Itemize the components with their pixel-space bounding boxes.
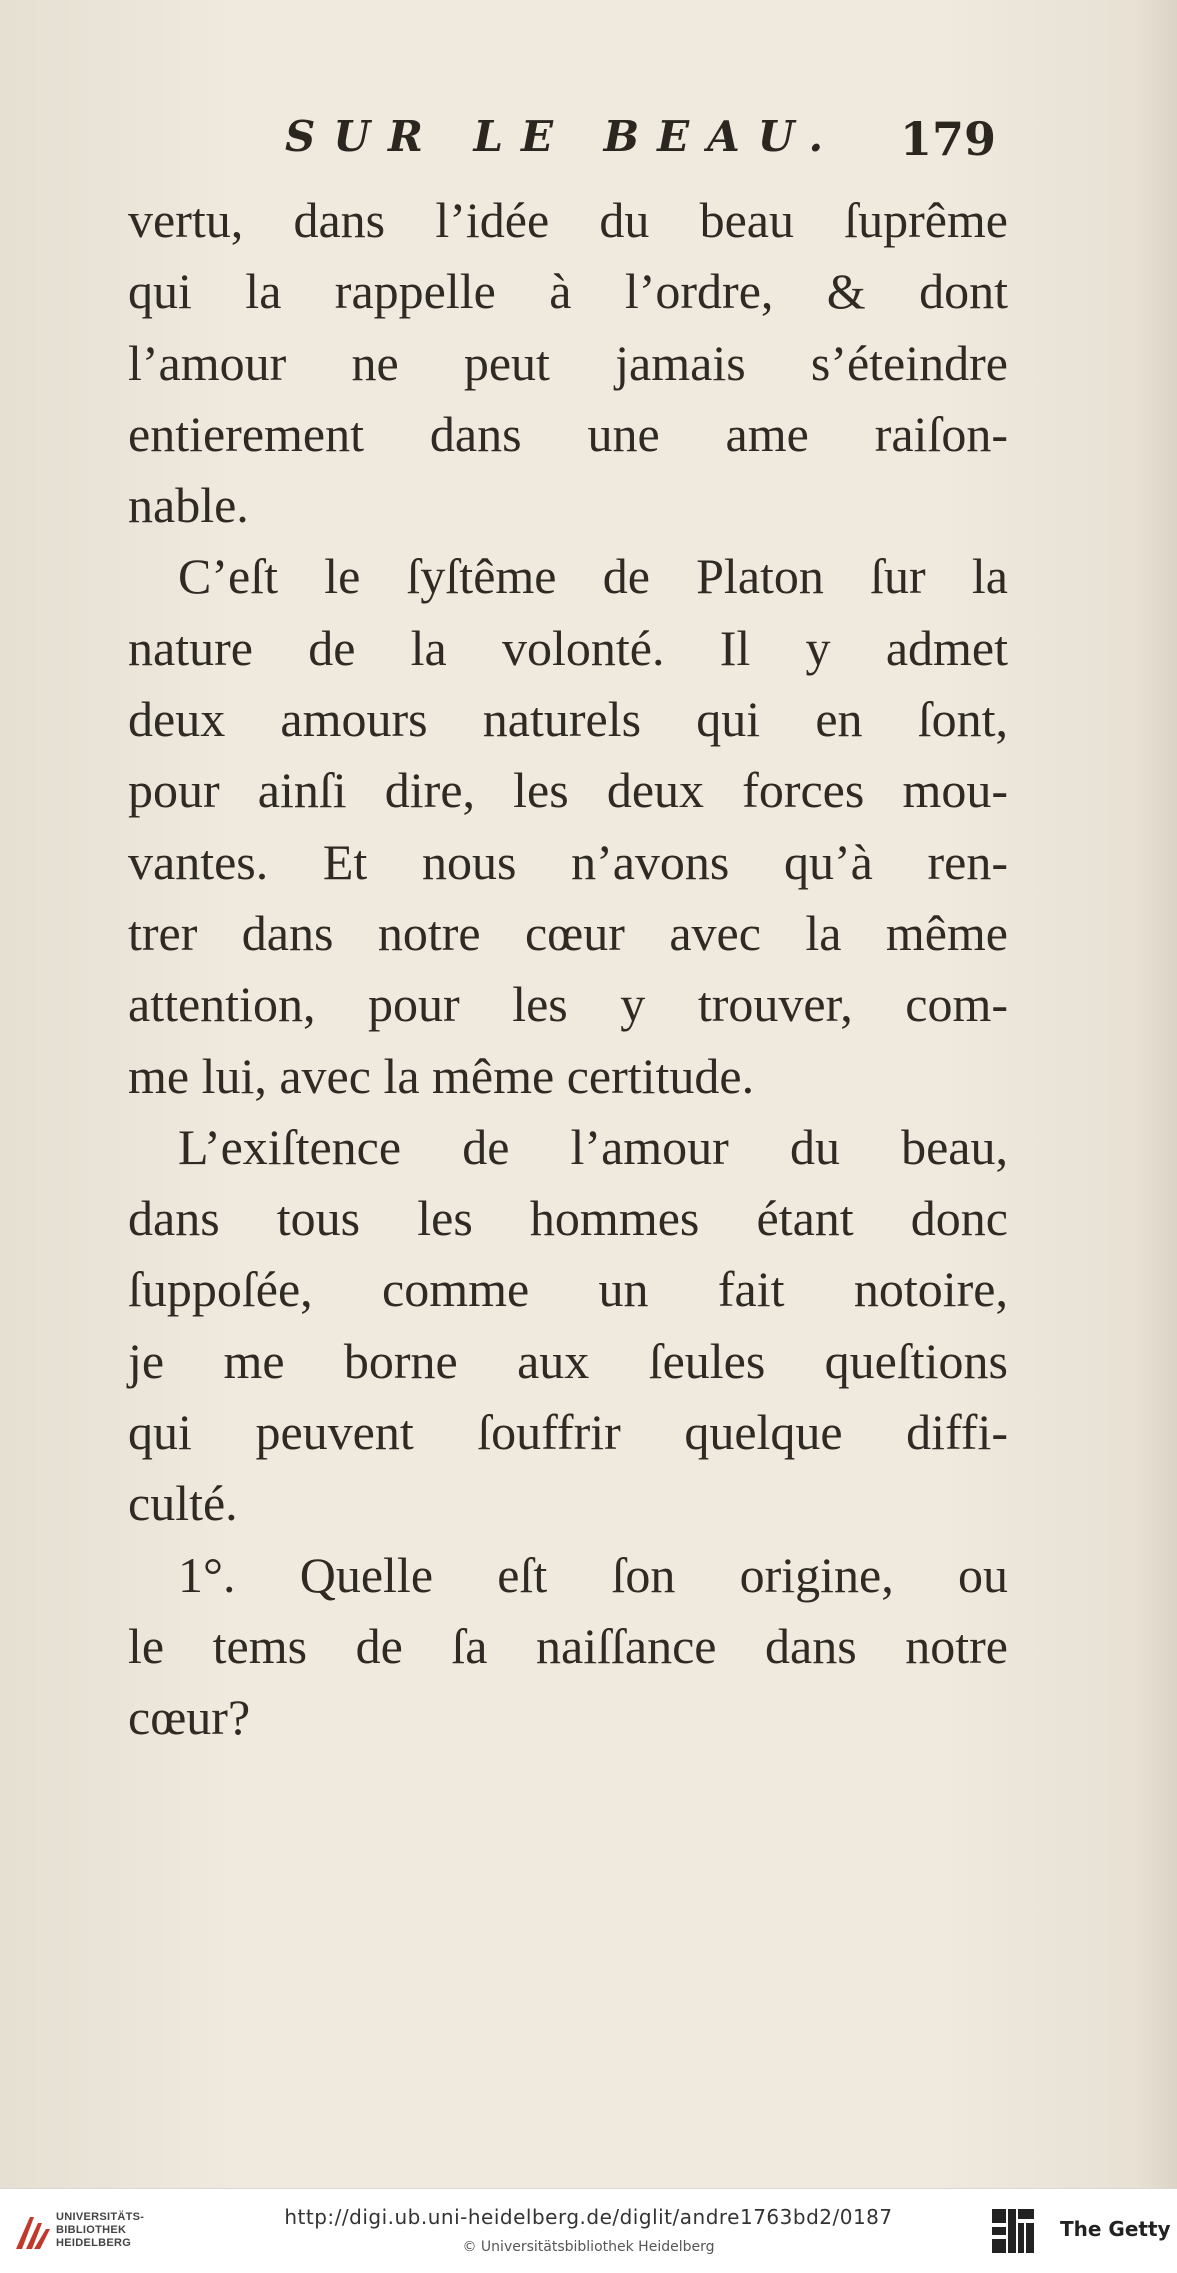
text-line: entierement dans une ame raiſon- bbox=[128, 405, 1008, 462]
text-line: L’exiſtence de l’amour du beau, bbox=[178, 1118, 1008, 1175]
text-line: qui peuvent ſouffrir quelque diffi- bbox=[128, 1404, 1008, 1461]
text-line: qui la rappelle à l’ordre, & dont bbox=[128, 263, 1008, 320]
body-text bbox=[128, 185, 1008, 1754]
text-line: cœur? bbox=[128, 1689, 251, 1746]
copyright-notice: © Universitätsbibliothek Heidelberg bbox=[462, 2239, 715, 2255]
text-line: pour ainſi dire, les deux forces mou- bbox=[128, 762, 1008, 819]
library-name: UNIVERSITÄTS- BIBLIOTHEK HEIDELBERG bbox=[56, 2211, 145, 2249]
text-line: nable. bbox=[128, 477, 249, 534]
getty-label: The Getty bbox=[1060, 2217, 1171, 2241]
text-line: me lui, avec la même certitude. bbox=[128, 1047, 755, 1104]
text-line: le tems de ſa naiſſance dans notre bbox=[128, 1617, 1008, 1674]
text-line: l’amour ne peut jamais s’éteindre bbox=[128, 334, 1008, 391]
text-line: je me borne aux ſeules queſtions bbox=[128, 1332, 1008, 1389]
viewer-footer bbox=[0, 2188, 1177, 2273]
text-line: 1°. Quelle eſt ſon origine, ou bbox=[178, 1546, 1008, 1603]
text-line: C’eſt le ſyſtême de Platon ſur la bbox=[178, 548, 1008, 605]
permalink-url[interactable]: http://digi.ub.uni-heidelberg.de/diglit/andre1763bd2/0187 bbox=[284, 2205, 893, 2229]
text-line: attention, pour les y trouver, com- bbox=[128, 976, 1008, 1033]
page-number: 179 bbox=[900, 112, 997, 166]
text-line: deux amours naturels qui en ſont, bbox=[128, 691, 1008, 748]
text-line: culté. bbox=[128, 1475, 238, 1532]
text-line: ſuppoſée, comme un fait notoire, bbox=[128, 1261, 1008, 1318]
text-line: vantes. Et nous n’avons qu’à ren- bbox=[128, 833, 1008, 890]
text-line: dans tous les hommes étant donc bbox=[128, 1190, 1008, 1247]
page-edge-shadow bbox=[1137, 0, 1177, 2188]
getty-logo-icon[interactable] bbox=[990, 2207, 1036, 2255]
running-head: SUR LE BEAU. bbox=[285, 112, 842, 161]
text-line: vertu, dans l’idée du beau ſuprême bbox=[128, 192, 1008, 248]
text-line: nature de la volonté. Il y admet bbox=[128, 619, 1008, 676]
text-line: trer dans notre cœur avec la même bbox=[128, 904, 1008, 961]
